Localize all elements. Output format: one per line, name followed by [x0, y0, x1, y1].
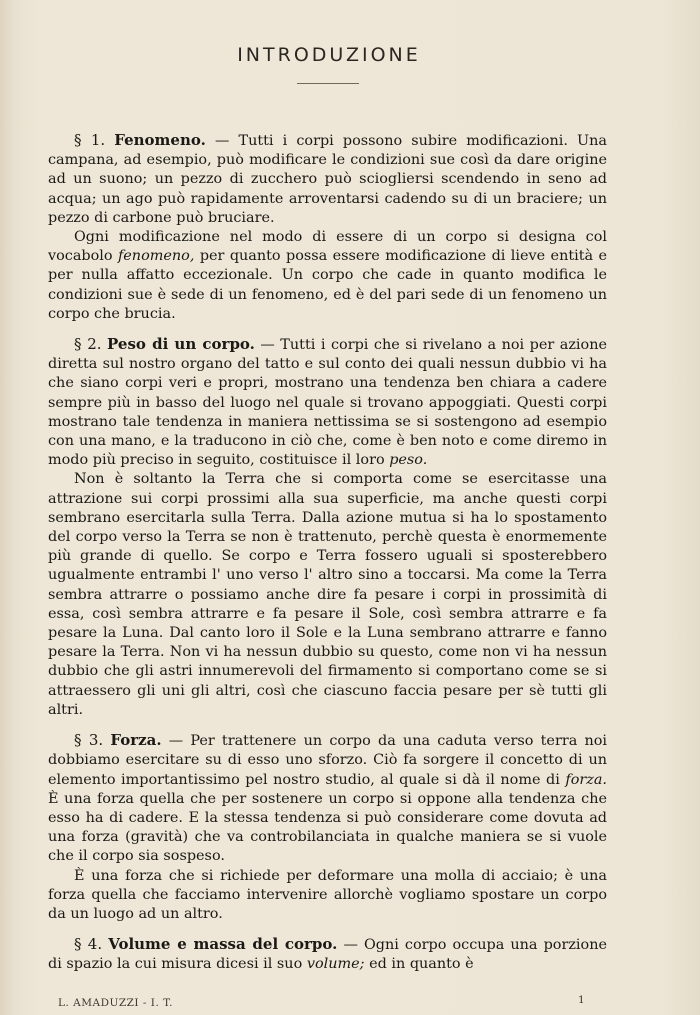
section-number: § 4.: [74, 935, 103, 954]
section-3-paragraph-2: [48, 867, 607, 925]
paragraph-text: — Ogni corpo occupa una porzione di spazio la cui misura dicesi il suo: [48, 937, 607, 973]
footer-author: L. AMADUZZI - I. T.: [58, 997, 173, 1009]
section-2-paragraph-2: [48, 470, 607, 720]
emphasized-term: peso.: [389, 452, 428, 469]
section-heading: Fenomeno.: [114, 131, 206, 149]
section-heading: Peso di un corpo.: [107, 335, 255, 354]
paragraph-text: Non è soltanto la Terra che si comporta come se esercitasse una attrazione sui corpi prossimi alla sua superficie, ma anche questi corpi sembrano esercitarla sulla Terra. Dalla azione mutua si ha lo spostamento del corpo verso la Terra se non è trattenuto, perchè questa è enormemente più grande di quello. Se corpo e Terra fossero uguali si sposterebbero ugualmente entrambi l' uno verso l' altro sino a toccarsi. Ma come la Terra sembra attrarre o possiamo anche dire fa pesare i corpi in prossimità di essa, così sembra attrarre e fa pesare il Sole, così sembra attrarre e fa pesare la Luna. Dal canto loro il Sole e la Luna sembrano attrarre e fanno pesare la Terra. Non vi ha nessun dubbio su questo, come non vi ha nessun dubbio che gli astri innumerevoli del firmamento si comportano come se si attraessero gli uni gli altri, così che ciascuno faccia pesare per sè tutti gli altri.: [48, 471, 607, 718]
paragraph-text: È una forza quella che per sostenere un corpo si oppone alla tendenza che esso ha di cadere. E la stessa tendenza si può considerare come dovuta ad una forza (gravità) che va controbilanciata in qualche maniera se si vuole che il corpo sia sospeso.: [48, 790, 607, 865]
paragraph-text: ed in quanto è: [364, 956, 474, 973]
paragraph-text: È una forza che si richiede per deformare una molla di acciaio; è una forza quella che facciamo intervenire allorchè vogliamo spostare un corpo da un luogo ad un altro.: [48, 867, 607, 922]
page-title: INTRODUZIONE: [237, 44, 421, 66]
paragraph-text: — Per trattenere un corpo da una caduta verso terra noi dobbiamo esercitare su di esso uno sforzo. Ciò fa sorgere il concetto di un elemento importantissimo pel nostro studio, al quale si dà il nome di: [48, 733, 607, 788]
section-1-paragraph-1: [48, 131, 607, 228]
paragraph-text: — Tutti i corpi possono subire modificazioni. Una campana, ad esempio, può modificare le condizioni sue così da dare origine ad un suono; un pezzo di zucchero può sciogliersi scendendo in seno ad acqua; un ago può rapidamente arroventarsi cadendo su di un braciere; un pezzo di carbone può bruciare.: [48, 133, 607, 226]
section-2-paragraph-1: [48, 335, 607, 470]
section-heading: Volume e massa del corpo.: [108, 935, 338, 954]
paragraph-text: — Tutti i corpi che si rivelano a noi per azione diretta sul nostro organo del tatto e sul conto dei quali nessun dubbio vi ha che siano corpi veri e propri, mostrano una tendenza ben chiara a cadere sempre più in basso del luogo nel quale si trovano appoggiati. Questi corpi mostrano tale tendenza in maniera nettissima se si sostengono ad esempio con una mano, e la traducono in ciò che, come è ben noto e come diremo in modo più preciso in seguito, costituisce il loro: [48, 337, 607, 469]
section-number: § 1.: [74, 131, 106, 149]
section-1-paragraph-2: [48, 228, 607, 324]
section-3-paragraph-1: [48, 731, 607, 866]
title-divider: [297, 83, 359, 84]
page-body: [48, 131, 607, 975]
paragraph-text: per quanto possa essere modificazione di lieve entità e per nulla affatto eccezionale. Un corpo che cade in quanto modifica le condizioni sue è sede di un fenomeno, ed è del pari sede di un fenomeno un corpo che brucia.: [48, 248, 607, 322]
section-heading: Forza.: [110, 731, 162, 750]
page-number: 1: [578, 994, 585, 1006]
section-number: § 2.: [74, 335, 102, 354]
emphasized-term: volume;: [306, 956, 365, 973]
section-4-paragraph-1: [48, 935, 607, 974]
section-number: § 3.: [74, 731, 104, 750]
emphasized-term: forza.: [565, 771, 607, 788]
paragraph-text: Ogni modificazione nel modo di essere di un corpo si designa col vocabolo: [48, 229, 607, 265]
emphasized-term: fenomeno,: [117, 248, 195, 265]
